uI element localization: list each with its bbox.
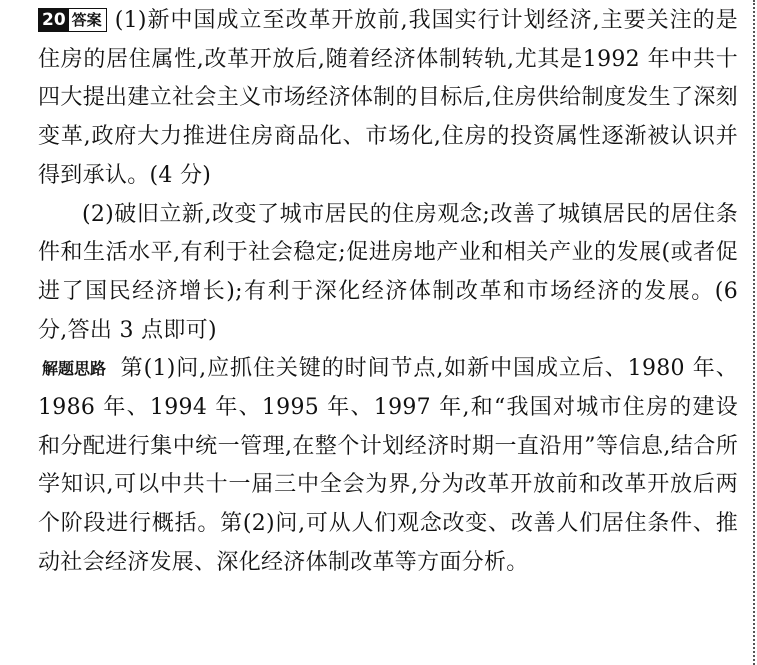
- dotted-divider: [753, 0, 755, 665]
- solution-text: 第(1)问,应抓住关键的时间节点,如新中国成立后、1980 年、1986 年、1994 年、1995 年、1997 年,和“我国对城市住房的建设和分配进行集中统一管理,在整个计划经济时期一直沿用”等信息,结合所学知识,可以中共十一届三中全会为界,分为改革开放前和改革开放后两个阶段进行概括。第(2)问,可从人们观念改变、改善人们居住条件、推动社会经济发展、深化经济体制改革等方面分析。: [38, 356, 738, 575]
- answer-part-2-text: (2)破旧立新,改变了城市居民的住房观念;改善了城镇居民的居住条件和生活水平,有利于社会稳定;促进房地产业和相关产业的发展(或者促进了国民经济增长);有利于深化经济体制改革和市场经济的发展。(6 分,答出 3 点即可): [38, 201, 738, 343]
- answer-part-1-text: (1)新中国成立至改革开放前,我国实行计划经济,主要关注的是住房的居住属性,改革开放后,随着经济体制转轨,尤其是1992 年中共十四大提出建立社会主义市场经济体制的目标后,住房供给制度发生了深刻变革,政府大力推进住房商品化、市场化,住房的投资属性逐渐被认识并得到承认。(4 分): [38, 8, 738, 188]
- answer-content: [38, 2, 738, 583]
- answer-part-2: [38, 196, 738, 351]
- question-number: 20: [39, 9, 69, 31]
- solution-paragraph: [38, 350, 738, 582]
- answer-label: 答案: [71, 11, 102, 29]
- solution-label: 解题思路: [42, 359, 107, 379]
- answer-part-1: [38, 2, 738, 196]
- answer-badge: [38, 8, 107, 32]
